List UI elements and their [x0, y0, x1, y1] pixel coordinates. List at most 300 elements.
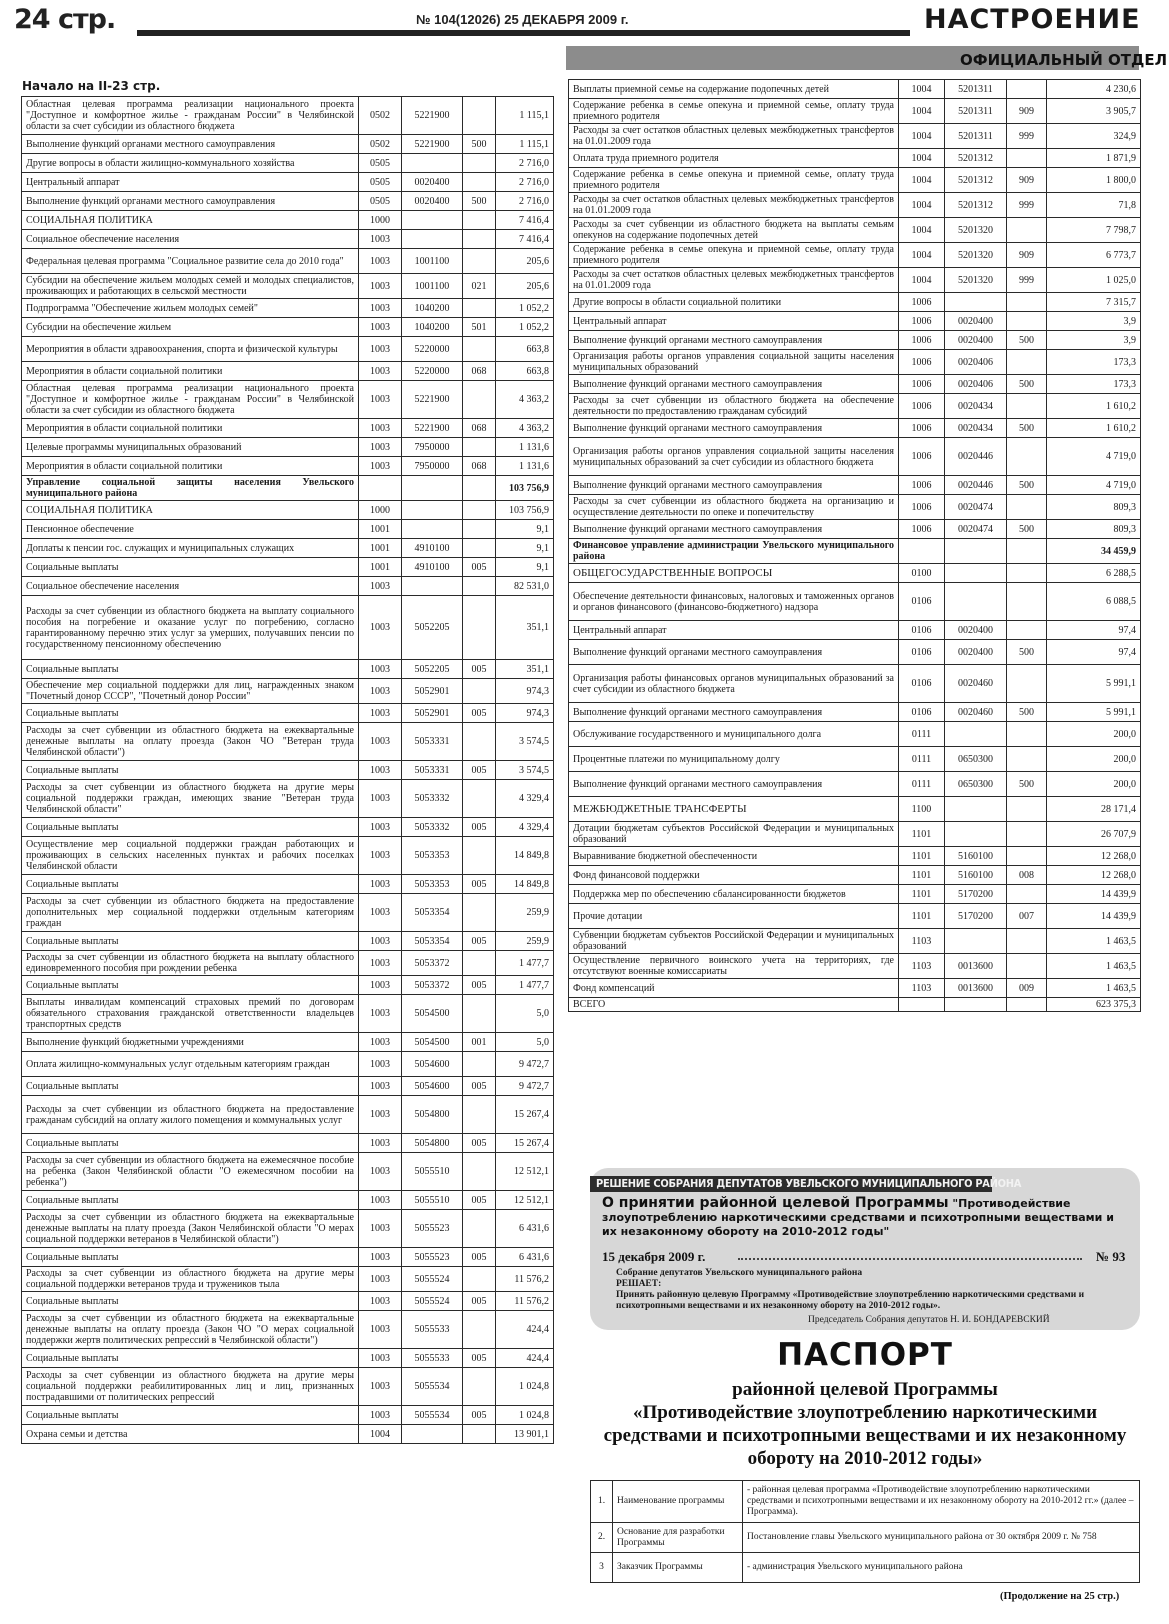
row-expense-type: [1007, 438, 1047, 476]
row-target-code: 0020400: [945, 331, 1007, 350]
row-expense-type: 005: [463, 976, 496, 995]
row-target-code: 5054600: [402, 1052, 463, 1077]
row-sum: 15 267,4: [496, 1096, 554, 1134]
row-expense-type: [1007, 312, 1047, 331]
row-expense-type: 500: [1007, 331, 1047, 350]
table-row: [22, 1096, 554, 1134]
row-sum: 3,9: [1047, 312, 1141, 331]
row-name: Пенсионное обеспечение: [22, 520, 359, 539]
row-expense-type: [463, 299, 496, 318]
row-name: Прочие дотации: [569, 904, 899, 929]
row-name: Выполнение функций органами местного самоуправления: [569, 375, 899, 394]
table-row: [569, 539, 1141, 564]
table-row: [22, 318, 554, 337]
row-name: Другие вопросы в области жилищно-коммунального хозяйства: [22, 154, 359, 173]
passport-subtitle-line2: «Противодействие злоупотреблению наркотическими средствами и психотропными веществами и их незаконному обороту на 2010-2012 годы»: [603, 1402, 1127, 1469]
row-sum: 1 800,0: [1047, 168, 1141, 193]
row-sum: 809,3: [1047, 495, 1141, 520]
passport-row: [591, 1481, 1140, 1523]
row-expense-type: 005: [463, 1134, 496, 1153]
row-section-code: 1006: [899, 495, 945, 520]
row-section-code: 1003: [359, 1292, 402, 1311]
row-section-code: 1003: [359, 894, 402, 932]
row-name: Социальные выплаты: [22, 1248, 359, 1267]
table-row: [22, 97, 554, 135]
row-sum: 1 024,8: [496, 1406, 554, 1425]
row-name: Обеспечение мер социальной поддержки для лиц, награжденных знаком "Почетный донор СССР", "Почетный донор России": [22, 679, 359, 704]
row-expense-type: [1007, 539, 1047, 564]
row-name: Расходы за счет субвенции из областного бюджета на другие меры социальной поддержки ветеранов труда и тружеников тыла: [22, 1267, 359, 1292]
row-sum: 324,9: [1047, 124, 1141, 149]
row-sum: 5 991,1: [1047, 703, 1141, 722]
table-row: [22, 951, 554, 976]
row-sum: 974,3: [496, 704, 554, 723]
table-row: [22, 704, 554, 723]
row-expense-type: [1007, 149, 1047, 168]
row-section-code: 1103: [899, 929, 945, 954]
row-name: Содержание ребенка в семье опекуна и приемной семье, оплату труда приемного родителя: [569, 243, 899, 268]
table-row: [22, 154, 554, 173]
row-target-code: 0020406: [945, 375, 1007, 394]
row-target-code: 5201320: [945, 218, 1007, 243]
row-section-code: 1101: [899, 822, 945, 847]
table-row: [22, 1033, 554, 1052]
row-name: Доплаты к пенсии гос. служащих и муниципальных служащих: [22, 539, 359, 558]
row-target-code: 5052901: [402, 704, 463, 723]
row-target-code: 5053354: [402, 932, 463, 951]
row-section-code: 1003: [359, 837, 402, 875]
row-target-code: 5160100: [945, 866, 1007, 885]
row-target-code: 0650300: [945, 747, 1007, 772]
row-section-code: 1003: [359, 1267, 402, 1292]
table-row: [569, 797, 1141, 822]
row-expense-type: 001: [463, 1033, 496, 1052]
table-row: [569, 193, 1141, 218]
row-name: Мероприятия в области социальной политики: [22, 362, 359, 381]
row-name: МЕЖБЮДЖЕТНЫЕ ТРАНСФЕРТЫ: [569, 797, 899, 822]
row-sum: 623 375,3: [1047, 998, 1141, 1012]
row-target-code: 5201320: [945, 243, 1007, 268]
row-section-code: 1006: [899, 476, 945, 495]
passport-row-value: - администрация Увельского муниципального района: [743, 1553, 1140, 1583]
row-name: Организация работы финансовых органов муниципальных образований за счет субсидии из областного бюджета: [569, 665, 899, 703]
row-target-code: 5170200: [945, 885, 1007, 904]
row-name: Выплаты приемной семье на содержание подопечных детей: [569, 80, 899, 99]
row-section-code: 0106: [899, 665, 945, 703]
row-name: Охрана семьи и детства: [22, 1425, 359, 1444]
row-section-code: 1003: [359, 230, 402, 249]
row-sum: 7 798,7: [1047, 218, 1141, 243]
row-name: Фонд финансовой поддержки: [569, 866, 899, 885]
row-sum: 82 531,0: [496, 577, 554, 596]
row-section-code: 1103: [899, 954, 945, 979]
row-sum: 200,0: [1047, 722, 1141, 747]
row-expense-type: 500: [463, 192, 496, 211]
row-name: Областная целевая программа реализации национального проекта "Доступное и комфортное жилье - гражданам России" в Челябинской области за счет субсидии из областного бюджета: [22, 381, 359, 419]
row-expense-type: 005: [463, 932, 496, 951]
row-section-code: 0100: [899, 564, 945, 583]
table-row: [22, 1191, 554, 1210]
table-row: [569, 149, 1141, 168]
row-expense-type: [463, 97, 496, 135]
decision-dotted-line: [738, 1258, 1082, 1260]
row-section-code: 1003: [359, 1153, 402, 1191]
row-name: Осуществление первичного воинского учета на территориях, где отсутствуют военные комиссариаты: [569, 954, 899, 979]
row-target-code: 5053332: [402, 780, 463, 818]
row-sum: 4 230,6: [1047, 80, 1141, 99]
decision-line-resolves: РЕШАЕТ:: [616, 1279, 662, 1289]
row-expense-type: 007: [1007, 904, 1047, 929]
row-section-code: 1006: [899, 520, 945, 539]
row-name: Центральный аппарат: [22, 173, 359, 192]
row-target-code: 5053372: [402, 976, 463, 995]
row-section-code: 1003: [359, 932, 402, 951]
row-sum: 3 574,5: [496, 723, 554, 761]
row-expense-type: 500: [463, 135, 496, 154]
row-section-code: 1004: [899, 149, 945, 168]
row-expense-type: [463, 476, 496, 501]
row-sum: 259,9: [496, 932, 554, 951]
row-section-code: 1003: [359, 596, 402, 660]
row-expense-type: [1007, 998, 1047, 1012]
row-sum: 205,6: [496, 274, 554, 299]
table-row: [569, 293, 1141, 312]
row-sum: 3 905,7: [1047, 99, 1141, 124]
row-section-code: 1000: [359, 501, 402, 520]
row-name: Мероприятия в области социальной политики: [22, 457, 359, 476]
row-target-code: 5053331: [402, 761, 463, 780]
row-target-code: 0650300: [945, 772, 1007, 797]
row-section-code: 1103: [899, 979, 945, 998]
row-section-code: 1100: [899, 797, 945, 822]
row-expense-type: [463, 1210, 496, 1248]
row-target-code: 5054800: [402, 1096, 463, 1134]
passport-row-number: 2.: [591, 1523, 613, 1553]
row-section-code: 0106: [899, 640, 945, 665]
row-sum: 12 512,1: [496, 1191, 554, 1210]
table-row: [22, 299, 554, 318]
row-name: Социальное обеспечение населения: [22, 577, 359, 596]
row-target-code: 1040200: [402, 318, 463, 337]
table-row: [22, 596, 554, 660]
row-section-code: 1003: [359, 1406, 402, 1425]
table-row: [569, 929, 1141, 954]
row-target-code: 5220000: [402, 362, 463, 381]
table-row: [569, 350, 1141, 375]
row-sum: 2 716,0: [496, 192, 554, 211]
row-expense-type: 500: [1007, 520, 1047, 539]
row-section-code: 1003: [359, 457, 402, 476]
row-section-code: 1006: [899, 419, 945, 438]
table-row: [22, 1311, 554, 1349]
row-name: Выполнение функций органами местного самоуправления: [569, 772, 899, 797]
row-name: Расходы за счет остатков областных целевых межбюджетных трансфертов на 01.01.2009 года: [569, 124, 899, 149]
row-target-code: [945, 929, 1007, 954]
row-sum: 6 088,5: [1047, 583, 1141, 621]
row-expense-type: 500: [1007, 375, 1047, 394]
row-expense-type: [1007, 495, 1047, 520]
row-name: Выравнивание бюджетной обеспеченности: [569, 847, 899, 866]
row-section-code: 1003: [359, 1368, 402, 1406]
row-expense-type: [1007, 293, 1047, 312]
table-row: [22, 1406, 554, 1425]
table-row: [22, 723, 554, 761]
row-target-code: [402, 211, 463, 230]
row-name: Процентные платежи по муниципальному долгу: [569, 747, 899, 772]
row-name: Мероприятия в области социальной политики: [22, 419, 359, 438]
row-name: Обслуживание государственного и муниципального долга: [569, 722, 899, 747]
decision-title: [602, 1196, 1132, 1239]
row-sum: 809,3: [1047, 520, 1141, 539]
table-row: [22, 837, 554, 875]
row-section-code: 1003: [359, 362, 402, 381]
table-row: [569, 520, 1141, 539]
row-target-code: [945, 564, 1007, 583]
row-name: Субсидии на обеспечение жильем: [22, 318, 359, 337]
passport-title: ПАСПОРТ: [777, 1337, 953, 1373]
row-target-code: 5053372: [402, 951, 463, 976]
row-name: Выполнение функций органами местного самоуправления: [22, 192, 359, 211]
row-name: Расходы за счет субвенции из областного бюджета на ежеквартальные денежные выплаты на плату проезда (Закон Челябинской области "О мерах социальной поддержки ветеранов в Челябинской области"): [22, 1210, 359, 1248]
row-expense-type: 500: [1007, 703, 1047, 722]
row-sum: 200,0: [1047, 747, 1141, 772]
table-row: [569, 998, 1141, 1012]
row-expense-type: 008: [1007, 866, 1047, 885]
decision-line-assembly: Собрание депутатов Увельского муниципального района: [616, 1268, 863, 1278]
row-sum: 4 329,4: [496, 780, 554, 818]
row-name: Содержание ребенка в семье опекуна и приемной семье, оплату труда приемного родителя: [569, 168, 899, 193]
table-row: [569, 124, 1141, 149]
row-target-code: 0020400: [945, 312, 1007, 331]
row-target-code: 0020400: [945, 621, 1007, 640]
row-sum: 4 363,2: [496, 381, 554, 419]
row-name: Расходы за счет субвенции из областного бюджета на ежеквартальные денежные выплаты на оплату проезда (Закон ЧО "Ветеран труда Челябинской области"): [22, 723, 359, 761]
row-target-code: [945, 998, 1007, 1012]
row-section-code: 1006: [899, 331, 945, 350]
table-row: [22, 1292, 554, 1311]
table-row: [569, 394, 1141, 419]
row-target-code: [945, 797, 1007, 822]
table-row: [22, 1267, 554, 1292]
row-expense-type: 909: [1007, 99, 1047, 124]
row-name: Федеральная целевая программа "Социальное развитие села до 2010 года": [22, 249, 359, 274]
row-target-code: 0020446: [945, 476, 1007, 495]
row-sum: 1 463,5: [1047, 929, 1141, 954]
budget-table-right: [568, 79, 1141, 1012]
row-section-code: 1004: [899, 243, 945, 268]
table-row: [569, 979, 1141, 998]
row-section-code: 1101: [899, 847, 945, 866]
row-target-code: 5055534: [402, 1368, 463, 1406]
table-row: [22, 1368, 554, 1406]
decision-date: 15 декабря 2009 г.: [602, 1249, 706, 1264]
row-expense-type: [463, 337, 496, 362]
row-target-code: 5221900: [402, 419, 463, 438]
row-expense-type: [463, 173, 496, 192]
row-sum: 351,1: [496, 596, 554, 660]
row-name: Социальные выплаты: [22, 875, 359, 894]
row-sum: 974,3: [496, 679, 554, 704]
row-target-code: 0020434: [945, 394, 1007, 419]
row-name: Подпрограмма "Обеспечение жильем молодых семей": [22, 299, 359, 318]
table-row: [22, 520, 554, 539]
row-expense-type: [463, 837, 496, 875]
row-expense-type: 068: [463, 362, 496, 381]
row-expense-type: [1007, 954, 1047, 979]
table-row: [569, 243, 1141, 268]
row-sum: 1 024,8: [496, 1368, 554, 1406]
row-section-code: 1006: [899, 312, 945, 331]
row-target-code: 5054500: [402, 1033, 463, 1052]
passport-row-number: 3: [591, 1553, 613, 1583]
passport-row-label: Заказчик Программы: [613, 1553, 743, 1583]
row-sum: 7 315,7: [1047, 293, 1141, 312]
row-target-code: 5052205: [402, 596, 463, 660]
row-expense-type: 005: [463, 704, 496, 723]
row-target-code: 0020400: [402, 173, 463, 192]
row-expense-type: [463, 1311, 496, 1349]
row-target-code: [402, 577, 463, 596]
passport-row-number: 1.: [591, 1481, 613, 1523]
table-row: [22, 438, 554, 457]
row-target-code: [945, 583, 1007, 621]
row-section-code: 1003: [359, 976, 402, 995]
section-label: ОФИЦИАЛЬНЫЙ ОТДЕЛ: [960, 51, 1168, 69]
row-sum: 2 716,0: [496, 154, 554, 173]
passport-row-label: Основание для разработки Программы: [613, 1523, 743, 1553]
table-row: [22, 211, 554, 230]
row-target-code: [402, 1425, 463, 1444]
row-sum: 103 756,9: [496, 476, 554, 501]
row-section-code: 1003: [359, 1077, 402, 1096]
table-row: [22, 476, 554, 501]
row-sum: 351,1: [496, 660, 554, 679]
row-section-code: 1004: [899, 193, 945, 218]
row-sum: 173,3: [1047, 375, 1141, 394]
row-section-code: 1003: [359, 318, 402, 337]
table-row: [569, 640, 1141, 665]
row-target-code: 7950000: [402, 457, 463, 476]
passport-row-value: - районная целевая программа «Противодействие злоупотреблению наркотическими средствами и психотропными веществами и их незаконному обороту на 2010-2012 гг.» (далее – Программа).: [743, 1481, 1140, 1523]
row-sum: 1 052,2: [496, 318, 554, 337]
row-sum: 34 459,9: [1047, 539, 1141, 564]
table-row: [22, 577, 554, 596]
row-expense-type: [463, 520, 496, 539]
row-sum: 71,8: [1047, 193, 1141, 218]
row-section-code: 1101: [899, 904, 945, 929]
row-section-code: 0502: [359, 135, 402, 154]
row-sum: 6 431,6: [496, 1210, 554, 1248]
row-sum: 6 431,6: [496, 1248, 554, 1267]
row-target-code: [402, 520, 463, 539]
table-row: [22, 1153, 554, 1191]
row-section-code: 0505: [359, 154, 402, 173]
table-row: [569, 419, 1141, 438]
header-rule: [137, 30, 910, 36]
table-row: [569, 954, 1141, 979]
row-expense-type: 909: [1007, 168, 1047, 193]
row-expense-type: 005: [463, 1248, 496, 1267]
row-sum: 1 463,5: [1047, 954, 1141, 979]
table-row: [569, 438, 1141, 476]
row-target-code: 5055523: [402, 1248, 463, 1267]
row-target-code: 0013600: [945, 954, 1007, 979]
row-target-code: [945, 539, 1007, 564]
table-row: [569, 268, 1141, 293]
row-section-code: 1003: [359, 419, 402, 438]
row-sum: 5,0: [496, 1033, 554, 1052]
row-name: Оплата жилищно-коммунальных услуг отдельным категориям граждан: [22, 1052, 359, 1077]
row-target-code: 0020460: [945, 665, 1007, 703]
row-expense-type: 500: [1007, 476, 1047, 495]
row-expense-type: 909: [1007, 243, 1047, 268]
row-target-code: [945, 722, 1007, 747]
row-section-code: 1003: [359, 1311, 402, 1349]
row-sum: 103 756,9: [496, 501, 554, 520]
table-row: [569, 703, 1141, 722]
row-target-code: 5054800: [402, 1134, 463, 1153]
row-sum: 200,0: [1047, 772, 1141, 797]
passport-subtitle-line1: районной целевой Программы: [732, 1379, 998, 1400]
row-name: Социальные выплаты: [22, 1349, 359, 1368]
row-target-code: [945, 293, 1007, 312]
row-sum: 5,0: [496, 995, 554, 1033]
table-row: [22, 995, 554, 1033]
row-section-code: 1004: [899, 218, 945, 243]
row-sum: 205,6: [496, 249, 554, 274]
row-sum: 7 416,4: [496, 211, 554, 230]
row-section-code: 0505: [359, 192, 402, 211]
row-section-code: 0106: [899, 583, 945, 621]
table-row: [22, 1134, 554, 1153]
row-sum: 9,1: [496, 520, 554, 539]
row-name: Социальные выплаты: [22, 660, 359, 679]
row-section-code: 1003: [359, 875, 402, 894]
table-row: [22, 679, 554, 704]
row-target-code: 5221900: [402, 381, 463, 419]
row-target-code: [945, 822, 1007, 847]
row-name: Расходы за счет субвенции из областного бюджета на ежемесячное пособие на ребенка (Закон Челябинской области "О ежемесячном пособии на ребенка"): [22, 1153, 359, 1191]
row-name: Социальные выплаты: [22, 818, 359, 837]
table-row: [22, 932, 554, 951]
table-row: [22, 135, 554, 154]
row-name: Выполнение функций бюджетными учреждениями: [22, 1033, 359, 1052]
row-expense-type: [463, 211, 496, 230]
table-row: [22, 230, 554, 249]
row-section-code: 0106: [899, 703, 945, 722]
row-target-code: 0020474: [945, 520, 1007, 539]
table-row: [22, 761, 554, 780]
row-name: Финансовое управление администрации Увельского муниципального района: [569, 539, 899, 564]
row-section-code: [899, 998, 945, 1012]
table-row: [22, 1210, 554, 1248]
decision-signature: Председатель Собрания депутатов Н. И. БОНДАРЕВСКИЙ: [808, 1315, 1050, 1325]
row-expense-type: [1007, 885, 1047, 904]
row-section-code: 1003: [359, 704, 402, 723]
row-sum: 663,8: [496, 337, 554, 362]
continued-to: (Продолжение на 25 стр.): [1000, 1591, 1120, 1602]
issue-date: № 104(12026) 25 ДЕКАБРЯ 2009 г.: [410, 12, 634, 27]
row-expense-type: [1007, 218, 1047, 243]
row-section-code: 1001: [359, 539, 402, 558]
row-target-code: 5054500: [402, 995, 463, 1033]
row-expense-type: [463, 894, 496, 932]
row-expense-type: 005: [463, 1077, 496, 1096]
row-expense-type: 005: [463, 875, 496, 894]
row-section-code: 1004: [359, 1425, 402, 1444]
row-expense-type: 500: [1007, 640, 1047, 665]
decision-body: [616, 1268, 1132, 1312]
